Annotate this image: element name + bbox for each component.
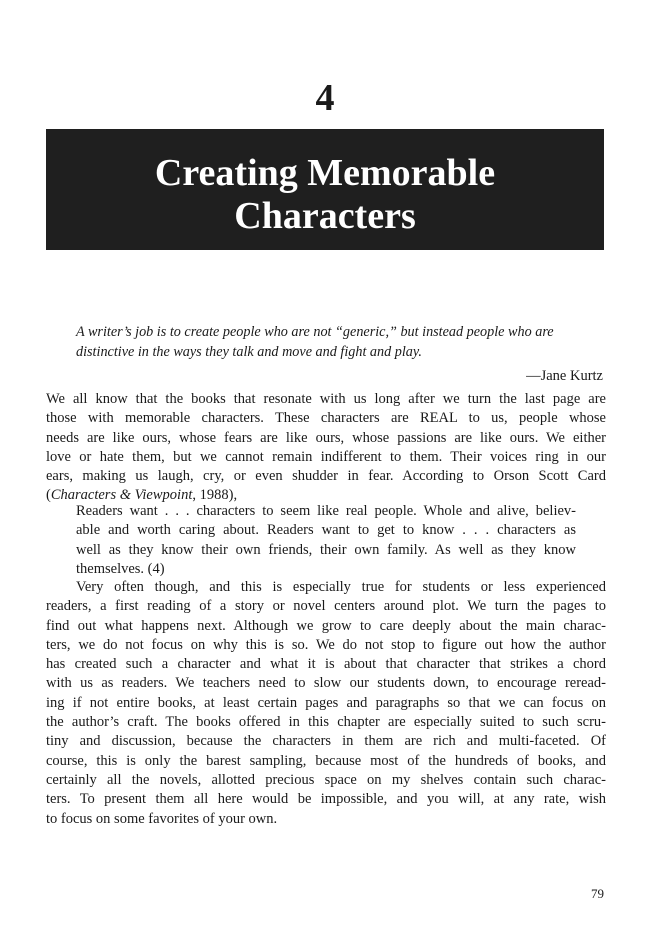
text-line: readers, a first reading of a story or novel centers around plot. We turn the pages to — [46, 598, 606, 615]
paragraph-2 — [46, 578, 606, 829]
chapter-title-banner — [46, 129, 604, 250]
text-line: ters. To present them all here would be impossible, and you will, at any rate, wish — [46, 791, 606, 808]
text-line: needs are like ours, whose fears are like ours, whose passions are like ours. We either — [46, 429, 606, 446]
text-line: ing if not entire books, at least certain pages and paragraphs so that we can focus on — [46, 694, 606, 711]
page-number: 79 — [591, 886, 604, 901]
text-line: has created such a character and what it is about that character that strikes a chord — [46, 656, 606, 673]
block-quote — [76, 502, 576, 579]
text-line: tiny and discussion, because the characters in them are rich and multi-faceted. Of — [46, 733, 606, 750]
paragraph-1 — [46, 390, 606, 506]
text-line: the author’s craft. The books offered in this chapter are especially suited to such scru- — [46, 714, 606, 731]
text-line: find out what happens next. Although we grow to care deeply about the main charac- — [46, 617, 606, 634]
text-line: course, this is only the barest sampling, because most of the hundreds of books, and — [46, 752, 606, 769]
text-line: love or hate them, but we cannot remain indifferent to them. Their voices ring in our — [46, 448, 606, 465]
epigraph-line: distinctive in the ways they talk and move and fight and play. — [76, 344, 422, 360]
quote-line: Readers want . . . characters to seem like real people. Whole and alive, believ- — [76, 503, 576, 519]
epigraph-line: A writer’s job is to create people who are not “generic,” but instead people who are — [76, 324, 554, 340]
chapter-title-line-1: Creating Memorable — [154, 152, 496, 194]
book-title-citation: Characters & Viewpoint — [50, 487, 193, 504]
text-fragment: , 1988), — [192, 487, 238, 504]
chapter-number: 4 — [315, 77, 335, 119]
text-line: to focus on some favorites of your own. — [46, 810, 278, 827]
text-line: certainly all the novels, allotted precious space on my shelves contain such charac- — [46, 771, 606, 788]
text-line: those with memorable characters. These characters are REAL to us, people whose — [46, 410, 606, 427]
quote-line: themselves. (4) — [76, 560, 165, 577]
quote-line: well as they know their own friends, their own family. As well as they know — [76, 541, 576, 558]
epigraph-attribution: —Jane Kurtz — [526, 368, 603, 384]
epigraph — [76, 322, 596, 362]
text-line: Very often though, and this is especially true for students or less experienced — [76, 579, 606, 595]
text-line: ters, we do not focus on why this is so. We do not stop to figure out how the author — [46, 636, 606, 653]
text-line: with us as readers. We teachers need to slow our students down, to encourage reread- — [46, 675, 606, 692]
text-line: ears, making us laugh, cry, or even shudder in fear. According to Orson Scott Card — [46, 468, 606, 485]
quote-line: able and worth caring about. Readers want to get to know . . . characters as — [76, 522, 576, 539]
text-line: We all know that the books that resonate with us long after we turn the last page are — [46, 391, 606, 407]
chapter-title-line-2: Characters — [234, 195, 416, 237]
text-fragment: ( — [46, 487, 51, 504]
